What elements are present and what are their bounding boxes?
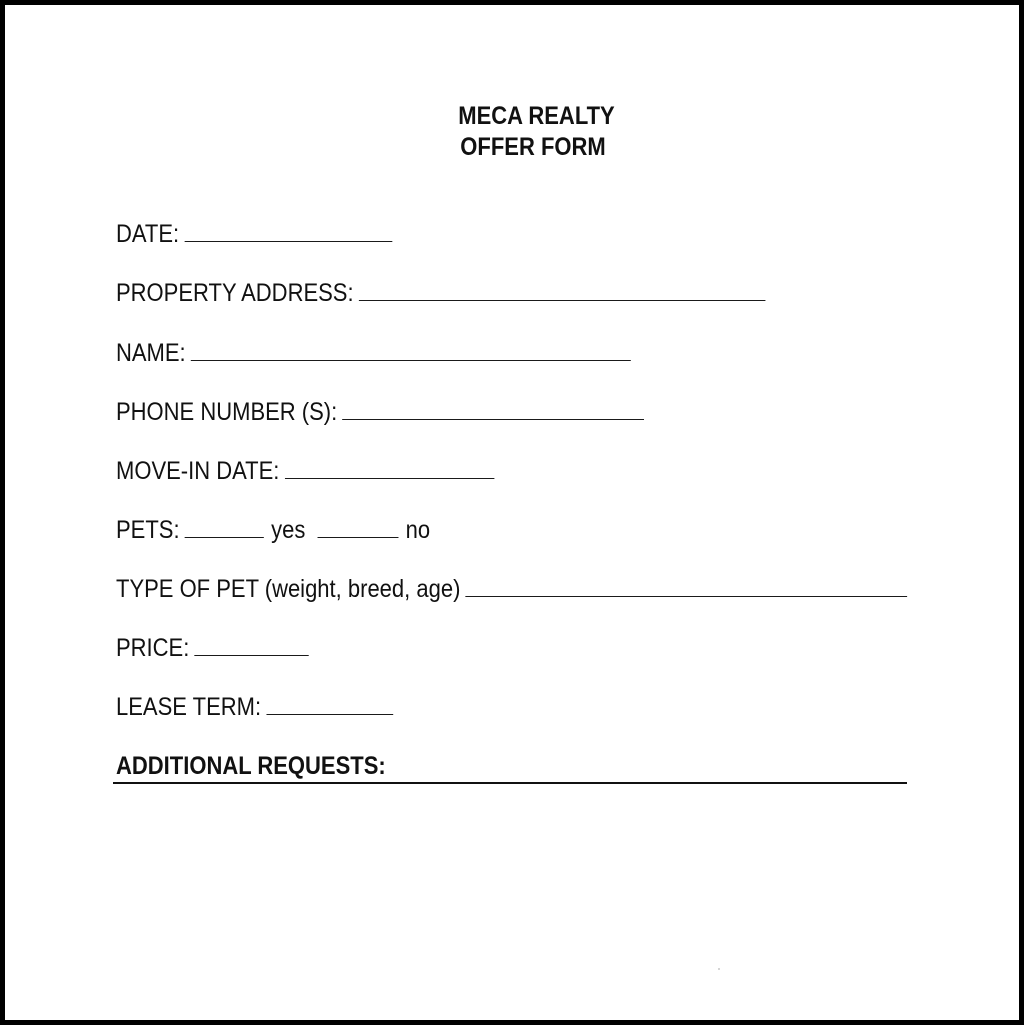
property-address-row — [116, 278, 765, 308]
type-of-pet-row — [116, 574, 907, 604]
additional-requests-label: ADDITIONAL REQUESTS: — [116, 752, 386, 780]
additional-requests-rule[interactable] — [113, 782, 907, 784]
form-header — [68, 101, 969, 163]
pets-label: PETS: — [116, 516, 180, 544]
date-blank[interactable] — [184, 219, 392, 242]
date-row — [116, 219, 392, 249]
lease-term-blank[interactable] — [266, 692, 393, 715]
property-address-blank[interactable] — [359, 278, 766, 301]
price-blank[interactable] — [195, 633, 309, 656]
pets-no-blank[interactable] — [318, 515, 399, 538]
pets-yes-label: yes — [271, 516, 306, 544]
scan-speck — [718, 968, 720, 970]
type-of-pet-label: TYPE OF PET (weight, breed, age) — [116, 575, 461, 603]
name-row — [116, 338, 631, 368]
lease-term-label: LEASE TERM: — [116, 693, 262, 721]
company-name: MECA REALTY — [458, 102, 615, 130]
move-in-date-label: MOVE-IN DATE: — [116, 457, 280, 485]
date-label: DATE: — [116, 220, 180, 248]
additional-requests-row — [116, 751, 386, 781]
form-title: OFFER FORM — [460, 133, 606, 161]
type-of-pet-blank[interactable] — [466, 574, 908, 597]
property-address-label: PROPERTY ADDRESS: — [116, 279, 354, 307]
pets-row — [116, 515, 430, 545]
name-label: NAME: — [116, 339, 186, 367]
move-in-date-blank[interactable] — [285, 456, 494, 479]
phone-number-blank[interactable] — [343, 397, 645, 420]
move-in-date-row — [116, 456, 494, 486]
phone-number-row — [116, 397, 644, 427]
name-blank[interactable] — [191, 338, 631, 361]
price-row — [116, 633, 309, 663]
phone-number-label: PHONE NUMBER (S): — [116, 398, 338, 426]
lease-term-row — [116, 692, 393, 722]
price-label: PRICE: — [116, 634, 190, 662]
pets-yes-blank[interactable] — [185, 515, 264, 538]
pets-no-label: no — [405, 516, 431, 544]
